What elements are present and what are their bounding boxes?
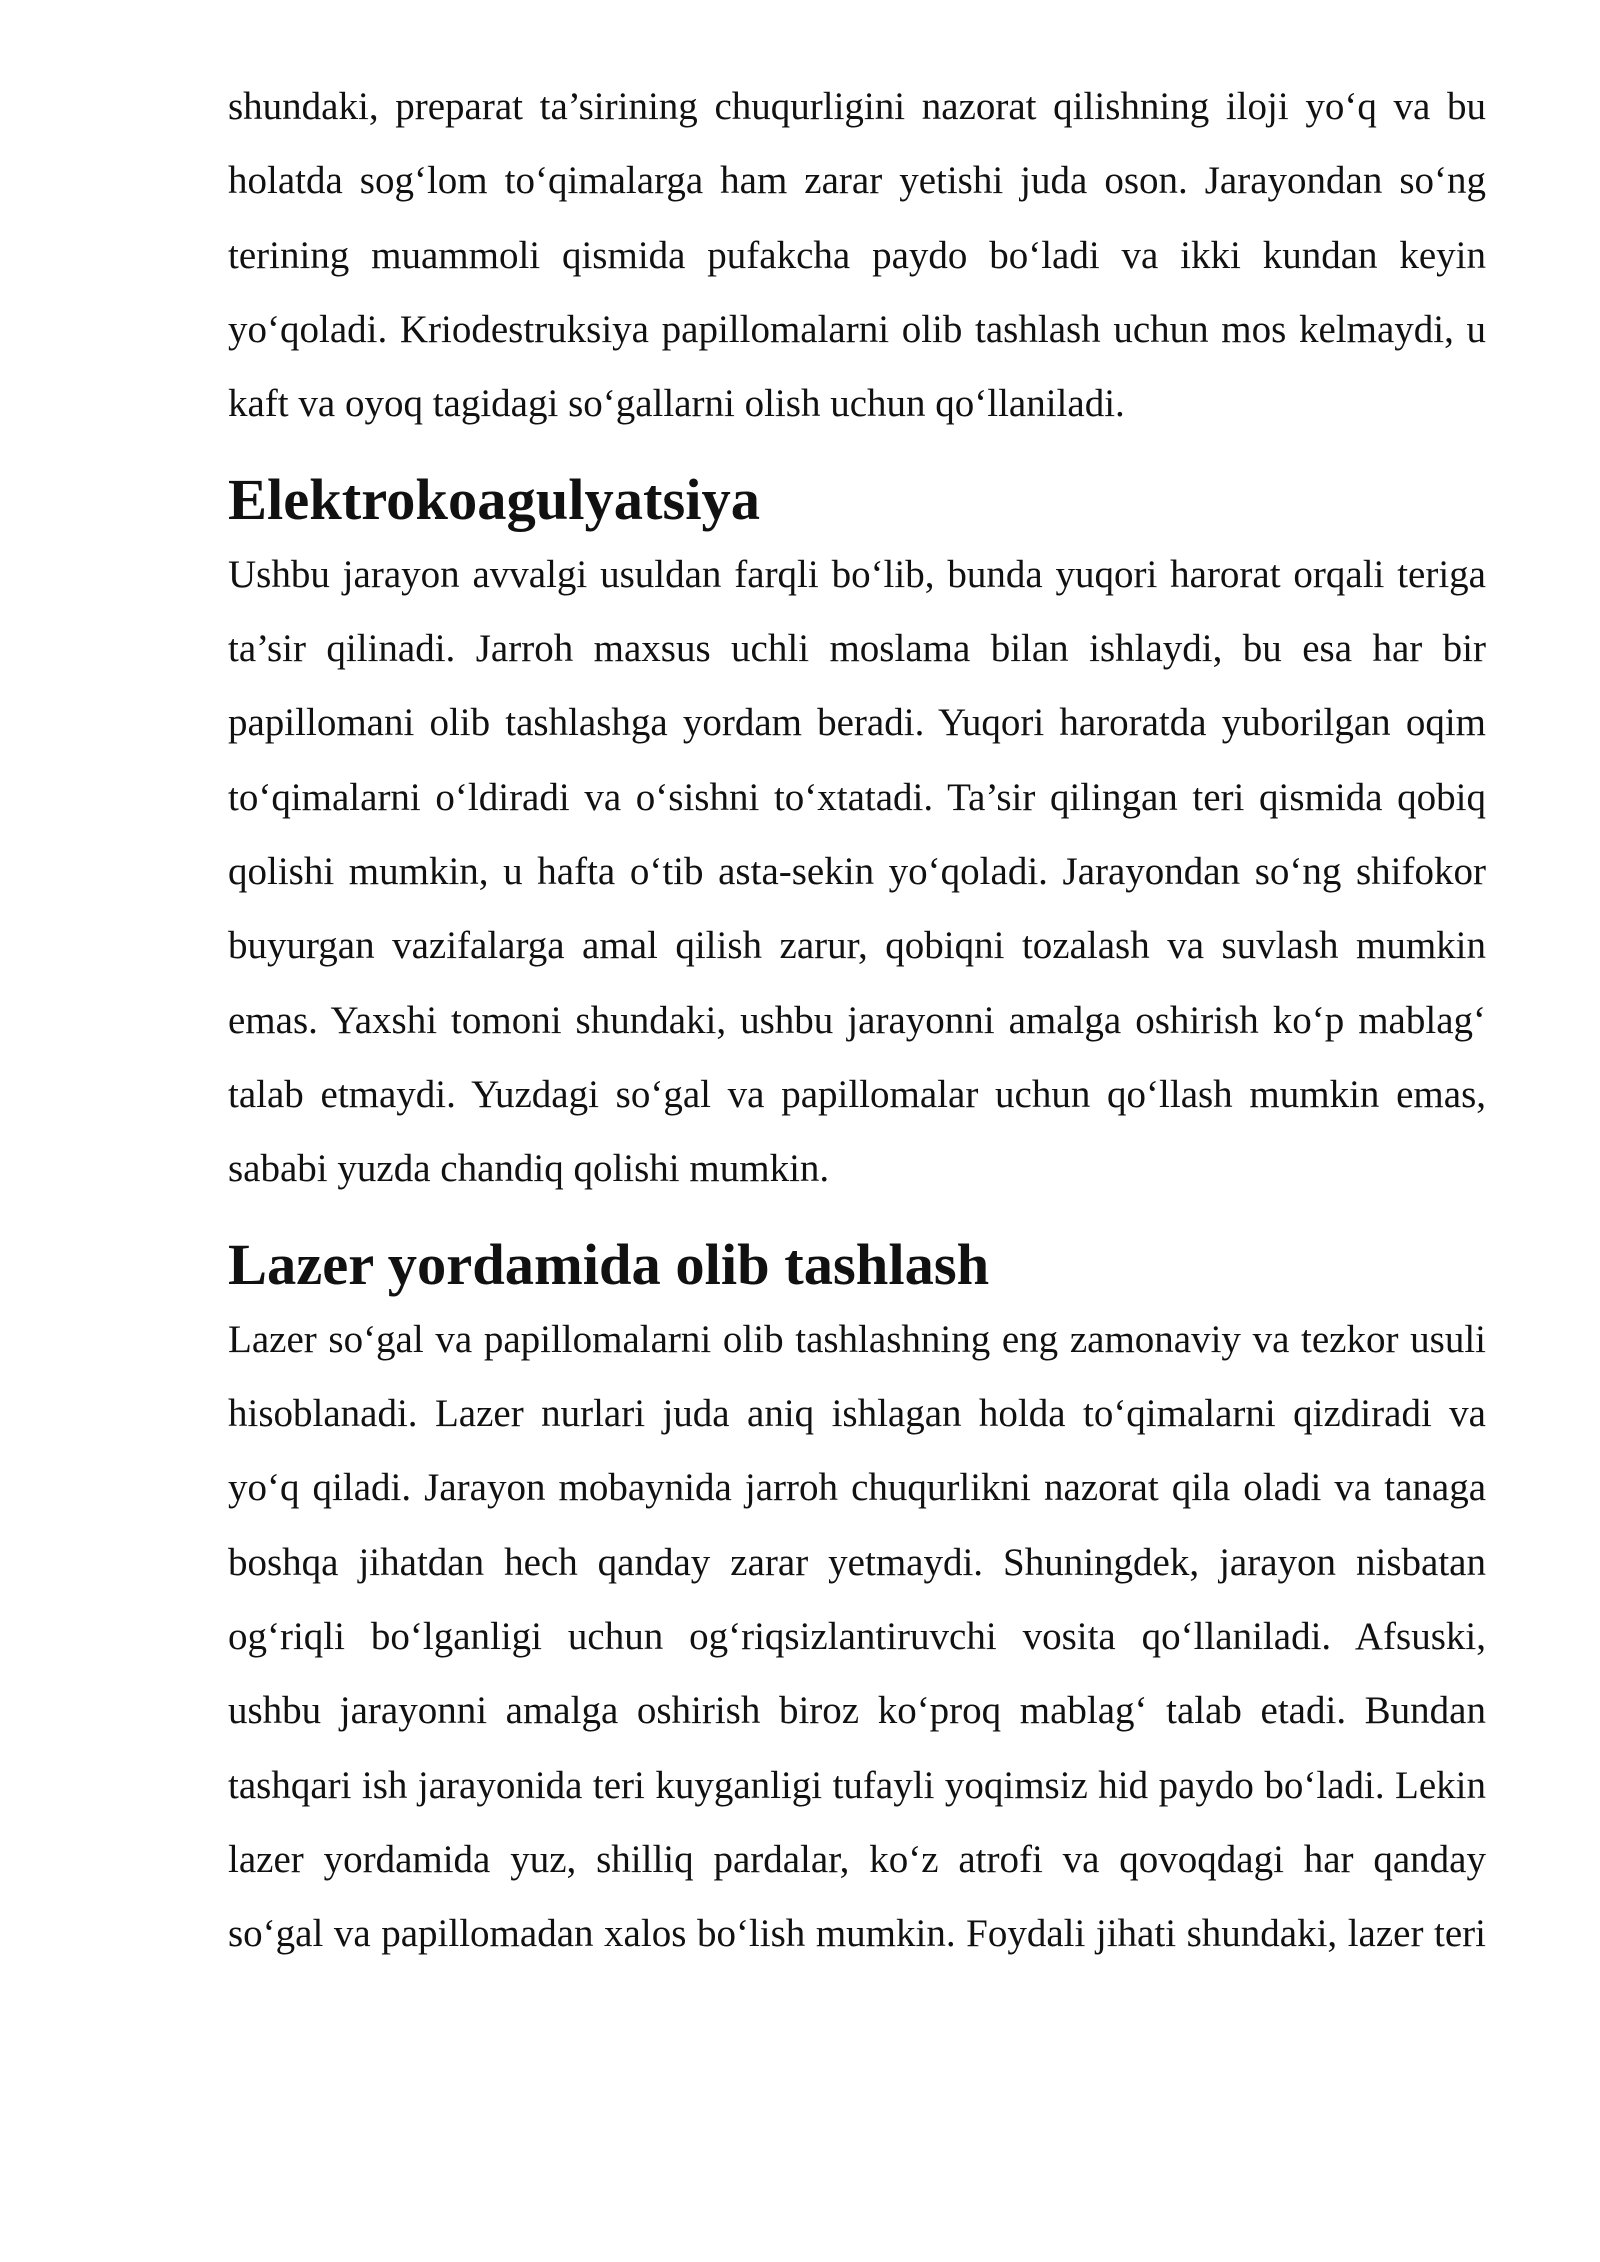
section-heading-lazer: Lazer yordamida olib tashlash [228, 1232, 990, 1298]
document-page [228, 70, 1486, 1971]
section-paragraph-lazer: Lazer so‘gal va papillomalarni olib tashlashning eng zamonaviy va tezkor usuli hisoblanadi. Lazer nurlari juda aniq ishlagan holda to‘qimalarni qizdiradi va yo‘q qiladi. Jarayon mobaynida jarroh chuqurlikni nazorat qila oladi va tanaga boshqa jihatdan hech qanday zarar yetmaydi. Shuningdek, jarayon nisbatan og‘riqli bo‘lganligi uchun og‘riqsizlantiruvchi vosita qo‘llaniladi. Afsuski, ushbu jarayonni amalga oshirish biroz ko‘proq mablag‘ talab etadi. Bundan tashqari ish jarayonida teri kuyganligi tufayli yoqimsiz hid paydo bo‘ladi. Lekin lazer yordamida yuz, shilliq pardalar, ko‘z atrofi va qovoqdagi har qanday so‘gal va papillomadan xalos bo‘lish mumkin. Foydali jihati shundaki, lazer teri [228, 1317, 1486, 1956]
intro-paragraph: shundaki, preparat ta’sirining chuqurligini nazorat qilishning iloji yo‘q va bu holatda sog‘lom to‘qimalarga ham zarar yetishi juda oson. Jarayondan so‘ng terining muammoli qismida pufakcha paydo bo‘ladi va ikki kundan keyin yo‘qoladi. Kriodestruksiya papillomalarni olib tashlash uchun mos kelmaydi, u kaft va oyoq tagidagi so‘gallarni olish uchun qo‘llaniladi. [228, 85, 1486, 426]
section-heading-elektrokoagulyatsiya: Elektrokoagulyatsiya [228, 467, 760, 533]
section-paragraph-elektrokoagulyatsiya: Ushbu jarayon avvalgi usuldan farqli bo‘lib, bunda yuqori harorat orqali teriga ta’sir qilinadi. Jarroh maxsus uchli moslama bilan ishlaydi, bu esa har bir papillomani olib tashlashga yordam beradi. Yuqori haroratda yuborilgan oqim to‘qimalarni o‘ldiradi va o‘sishni to‘xtatadi. Ta’sir qilingan teri qismida qobiq qolishi mumkin, u hafta o‘tib asta-sekin yo‘qoladi. Jarayondan so‘ng shifokor buyurgan vazifalarga amal qilish zarur, qobiqni tozalash va suvlash mumkin emas. Yaxshi tomoni shundaki, ushbu jarayonni amalga oshirish ko‘p mablag‘ talab etmaydi. Yuzdagi so‘gal va papillomalar uchun qo‘llash mumkin emas, sababi yuzda chandiq qolishi mumkin. [228, 552, 1486, 1191]
